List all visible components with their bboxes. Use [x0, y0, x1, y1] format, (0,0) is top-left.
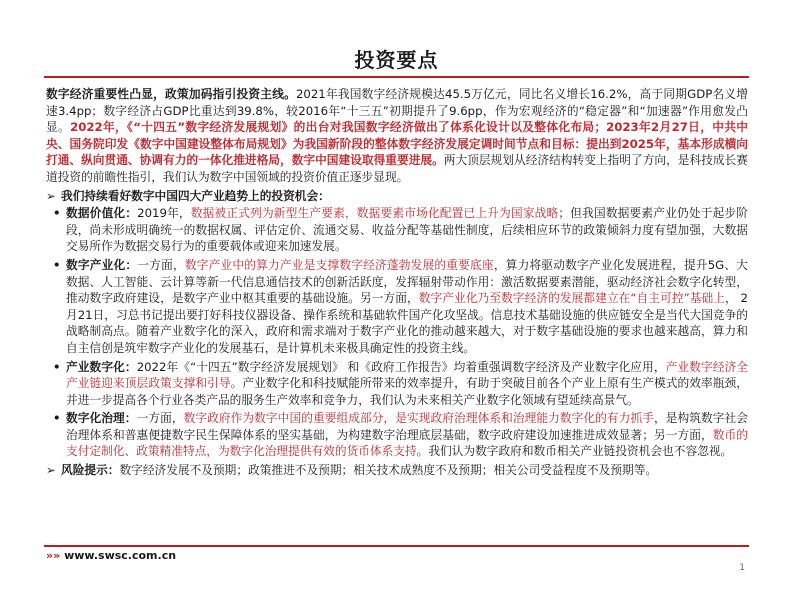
subheading-text: 我们持续看好数字中国四大产业趋势上的投资机会：: [61, 188, 330, 203]
item-text: 一方面，: [136, 411, 184, 426]
item-highlight: 数字产业中的算力产业是支撑数字经济蓬勃发展的重要底座: [184, 257, 494, 272]
item-text: ， 2月21日，习总书记提出要打好科技仪器设备、操作系统和基础软件国产化攻坚战。信息技术基础设施的供应链安全是当代大国竞争的战略制高点。随着产业数字化的深入，政府和需求端对于数字产业化的推动越来越大，对于数字基础设施的要求也越来越高，算力和自主信创是筑牢数字产业化的发展基石，是计算机未来极具确定性的投资主线。: [66, 291, 748, 355]
item-highlight: 产业数字经济全产业链迎来顶层政策支撑和引导: [66, 359, 748, 391]
intro-paragraph: [46, 86, 748, 186]
item-highlight: 数字产业化乃至数字经济的发展都建立在“自主可控”基础上: [418, 291, 725, 306]
item-highlight: 数币的支付定制化、政策精准特点，为数字化治理提供有效的货币体系支持: [66, 427, 748, 459]
item-highlight: 数据被正式列为新型生产要素，数据要素市场化配置已上升为国家战略: [190, 206, 559, 221]
item-label: 数据价值化：: [66, 206, 138, 221]
item-text: 一方面，: [137, 257, 185, 272]
intro-lead: 数字经济重要性凸显，政策加码指引投资主线。: [46, 87, 296, 101]
main-content: [46, 86, 748, 480]
item-label: 数字化治理：: [66, 411, 137, 426]
double-arrow-icon: »»: [46, 549, 61, 562]
website-link[interactable]: www.swsc.com.cn: [64, 549, 177, 562]
bullet-icon: •: [53, 411, 61, 426]
item-text: 2019年，: [137, 206, 191, 221]
list-item-digital-governance: [46, 410, 748, 460]
item-text: ，算力将驱动数字产业化发展进程，提升5G、大数据、人工智能、云计算等新一代信息通信技术的创新活跃度，发挥辐射带动作用：激活数据要素潜能，驱动经济社会数字化转型，推动数字政府建设，是数字产业中枢其重要的基础设施。另一方面，: [66, 257, 748, 306]
intro-text-2: 两大顶层规划从经济结构转变上指明了方向，是科技成长赛道投资的前瞻性指引，我们认为数字中国领域的投资价值正逐步显现。: [46, 153, 748, 184]
risk-label: 风险提示：: [61, 463, 120, 478]
bullet-icon: •: [53, 206, 61, 221]
item-highlight: 数字政府作为数字中国的重要组成部分，是实现政府治理体系和治理能力数字化的有力抓手: [183, 411, 654, 426]
arrow-bullet-icon: ➢: [46, 188, 56, 203]
item-text: ；但我国数据要素产业仍处于起步阶段，尚未形成明确统一的数据权属、评估定价、流通交易、收益分配等基础性制度，后续相应环节的政策倾斜力度有望加强，大数据交易所作为数据交易行为的重要载体或迎来加速发展。: [66, 206, 748, 254]
item-text: 。我们认为数字政府和数币相关产业链投资机会也不容忽视。: [416, 444, 733, 459]
page-title: 投资要点: [354, 48, 439, 72]
trend-list: [46, 205, 748, 460]
risk-warning: [46, 462, 748, 479]
subheading: [46, 188, 748, 205]
list-item-industry-digitalization: [46, 359, 748, 409]
item-text: ，是构筑数字社会治理体系和普惠便捷数字民生保障体系的坚实基础，为构建数字治理底层基础，数字政府建设加速推进成效显著；另一方面，: [66, 411, 748, 442]
intro-highlight: 2022年，《“十四五”数字经济发展规划》的出台对我国数字经济做出了体系化设计以及整体化布局；2023年2月27日，中共中央、国务院印发《数字中国建设整体布局规划》为我国新阶段的整体数字经济发展定调时间节点和目标：提出到2025年，基本形成横向打通、纵向贯通、协调有力的一体化推进格局，数字中国建设取得重要进展。: [46, 120, 748, 168]
bullet-icon: •: [53, 257, 61, 272]
bullet-icon: •: [53, 359, 61, 374]
risk-text: 数字经济发展不及预期；政策推进不及预期；相关技术成熟度不及预期；相关公司受益程度不及预期等。: [119, 463, 658, 478]
intro-text-1: 2021年我国数字经济规模达45.5万亿元，同比名义增长16.2%，高于同期GDP名义增速3.4pp；数字经济占GDP比重达到39.8%，较2016年“十三五”初期提升了9.6pp，作为宏观经济的“稳定器”和“加速器”作用愈发凸显。: [46, 87, 748, 135]
list-item-data-valuation: [46, 205, 748, 255]
page-number: 1: [739, 563, 745, 573]
footer-website[interactable]: [46, 549, 176, 562]
item-label: 数字产业化：: [66, 257, 138, 272]
title-divider: [44, 76, 749, 78]
item-text: 。产业数字化和科技赋能所带来的效率提升，有助于突破目前各个产业上原有生产模式的效率瓶颈，并进一步提高各个行业各类产品的服务生产效率和竞争力，我们认为未来相关产业数字化领域有望延续高景气。: [66, 376, 748, 407]
item-label: 产业数字化：: [66, 359, 137, 374]
arrow-bullet-icon: ➢: [46, 463, 56, 478]
footer-divider: [44, 545, 749, 547]
list-item-digital-industrialization: [46, 257, 748, 357]
item-text: 2022年《“十四五”数字经济发展规划》 和《政府工作报告》均着重强调数字经济及产业数字化应用，: [136, 359, 666, 374]
